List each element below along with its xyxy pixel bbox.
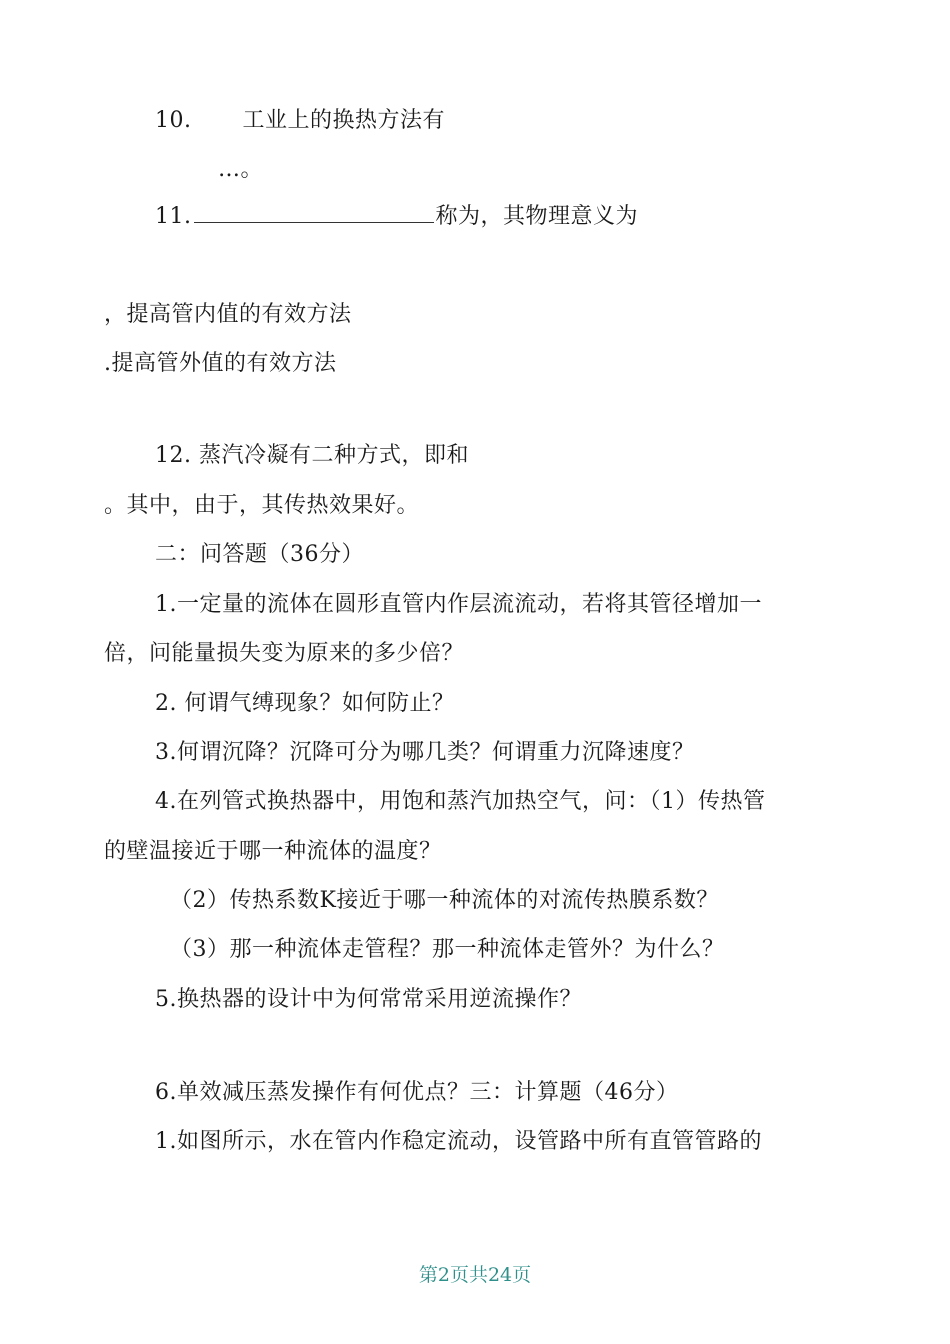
section-2-question-2: 2. 何谓气缚现象？如何防止？ [155, 691, 455, 716]
question-11-text: 称为，其物理意义为 [435, 204, 639, 229]
section-2-question-1-line1: 1.一定量的流体在圆形直管内作层流流动，若将其管径增加一 [155, 592, 762, 617]
section-2-question-4-line1: 4.在列管式换热器中，用饱和蒸汽加热空气，问：（1）传热管 [155, 789, 766, 814]
section-2-question-3: 3.何谓沉降？沉降可分为哪几类？何谓重力沉降速度？ [155, 740, 695, 765]
section-2-question-6: 6.单效减压蒸发操作有何优点？三：计算题（46分） [155, 1080, 679, 1105]
answer-blank [194, 202, 434, 223]
question-12: 12. 蒸汽冷凝有二种方式，即和 [155, 443, 469, 468]
question-12-line2: 。其中，由于，其传热效果好。 [104, 493, 420, 518]
section-2-question-4-line4: （3）那一种流体走管程？那一种流体走管外？为什么？ [170, 937, 725, 962]
question-10-text: 工业上的换热方法有 [242, 108, 446, 133]
section-2-question-5: 5.换热器的设计中为何常常采用逆流操作？ [155, 987, 582, 1012]
section-2-question-1-line2: 倍，问能量损失变为原来的多少倍？ [104, 641, 465, 666]
question-11-number: 11. [155, 204, 192, 229]
section-2-heading: 二：问答题（36分） [155, 542, 364, 567]
question-11-line3: .提高管外值的有效方法 [104, 351, 337, 376]
question-10-continuation: …。 [218, 157, 264, 182]
question-11 [155, 202, 638, 232]
question-10 [155, 106, 445, 136]
section-2-question-4-line3: （2）传热系数K接近于哪一种流体的对流传热膜系数？ [170, 888, 719, 913]
question-10-number: 10. [155, 108, 192, 133]
section-3-question-1: 1.如图所示，水在管内作稳定流动，设管路中所有直管管路的 [155, 1129, 762, 1154]
page-number-footer: 第2页共24页 [418, 1264, 532, 1286]
section-2-question-4-line2: 的壁温接近于哪一种流体的温度？ [104, 839, 442, 864]
question-11-line2: ，提高管内值的有效方法 [104, 302, 352, 327]
